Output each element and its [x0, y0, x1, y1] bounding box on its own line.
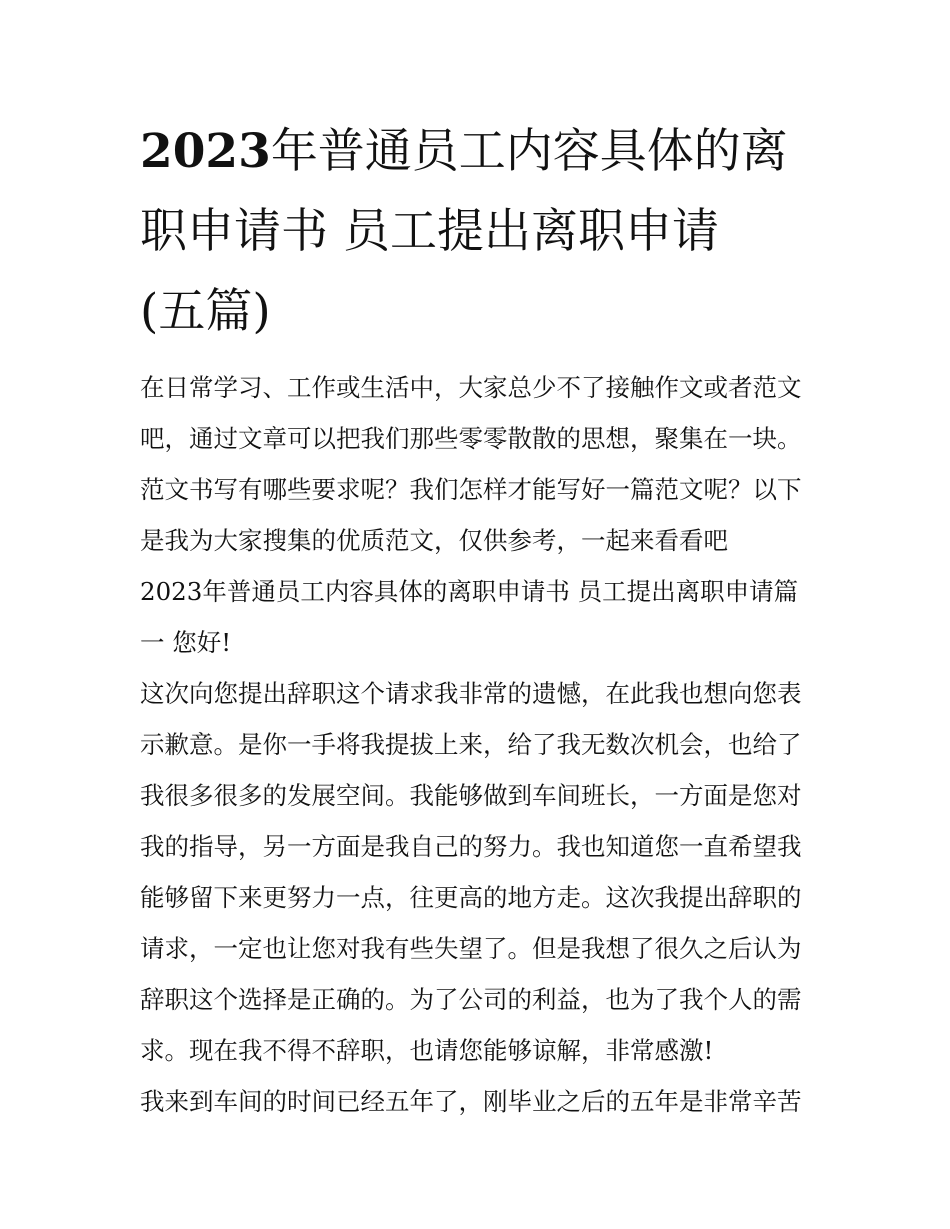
paragraph-intro: 在日常学习、工作或生活中，大家总少不了接触作文或者范文吧，通过文章可以把我们那些零零散散的思想，聚集在一块。范文书写有哪些要求呢？我们怎样才能写好一篇范文呢？以下是我为大家搜集的优质范文，仅供参考，一起来看看吧 — [140, 373, 802, 555]
title-line-1 — [140, 124, 788, 179]
paragraph-continued: 我来到车间的时间已经五年了，刚毕业之后的五年是非常辛苦 — [140, 1087, 802, 1116]
document-body — [140, 362, 820, 1127]
title-line-1-rest: 年普通员工内容具体的离 — [270, 124, 788, 179]
document-content — [140, 112, 820, 1127]
title-line-2: 职申请书 员工提出离职申请 — [140, 204, 719, 259]
paragraph-main: 这次向您提出辞职这个请求我非常的遗憾，在此我也想向您表示歉意。是你一手将我提拔上来，给了我无数次机会，也给了我很多很多的发展空间。我能够做到车间班长，一方面是您对我的指导，另一方面是我自己的努力。我也知道您一直希望我能够留下来更努力一点，往更高的地方走。这次我提出辞职的请求，一定也让您对我有些失望了。但是我想了很久之后认为辞职这个选择是正确的。为了公司的利益，也为了我个人的需求。现在我不得不辞职，也请您能够谅解，非常感激! — [140, 679, 802, 1065]
title-line-3: (五篇) — [140, 284, 271, 339]
title-year: 2023 — [140, 124, 271, 179]
paragraph-heading: 2023年普通员工内容具体的离职申请书 员工提出离职申请篇一 您好! — [140, 577, 799, 657]
document-title — [140, 112, 820, 352]
